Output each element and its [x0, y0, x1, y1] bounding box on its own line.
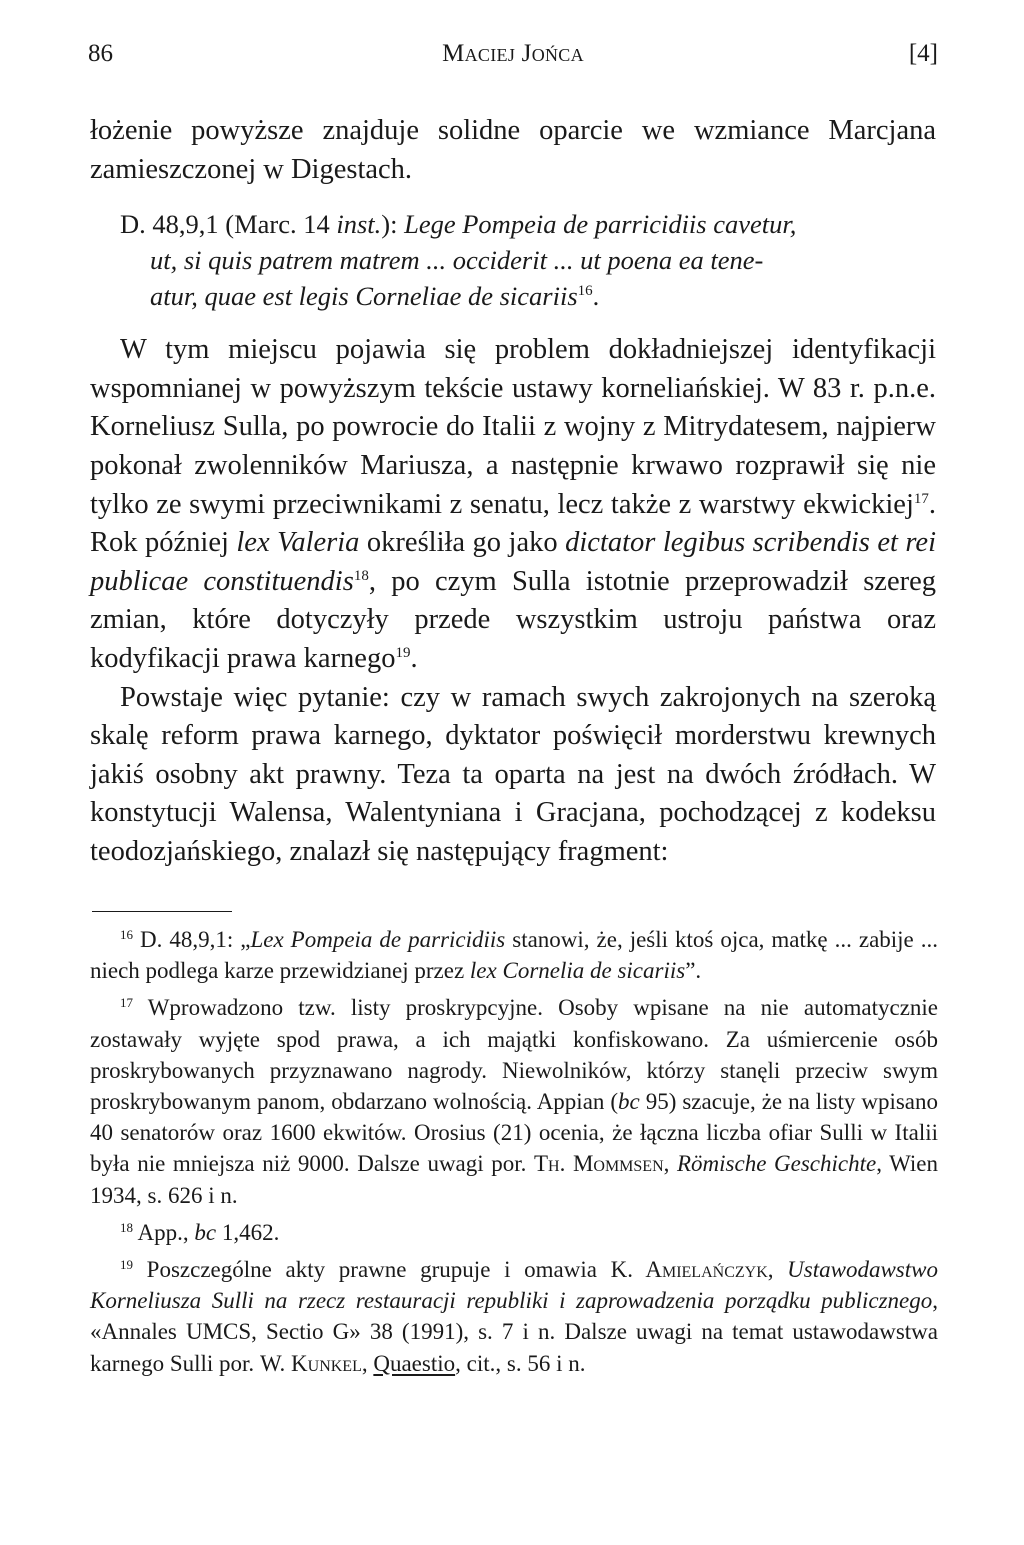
- footnote-text: , Wien 1934, s. 626 i n.: [90, 1151, 939, 1208]
- footnote-text: D. 48,9,1: „: [133, 927, 251, 952]
- footnote-marker-17[interactable]: 17: [913, 490, 929, 507]
- paragraph-sulla-text-4: , po czym Sulla istotnie przeprowadził szereg zmian, które dotyczyły przede wszystkim ustroju państwa oraz kodyfikacji prawa karnego: [90, 565, 937, 674]
- footnote-italic: Lex Pompeia de parricidiis: [250, 927, 506, 952]
- dictator-title: dictator legibus scribendis et rei publicae constituendis: [90, 527, 936, 597]
- footnote-17: [90, 992, 938, 1210]
- footnote-number: 18: [120, 1219, 133, 1235]
- quotation-text-2: ut, si quis patrem matrem ... occiderit ... ut poena ea tene-: [150, 245, 764, 276]
- footnote-text: , cit., s. 56 i n.: [455, 1350, 586, 1376]
- footnote-marker-16[interactable]: 16: [577, 283, 593, 300]
- footnote-number: 17: [120, 995, 133, 1011]
- footnote-number: 19: [120, 1257, 133, 1273]
- footnote-underlined: Quaestio: [373, 1350, 456, 1376]
- quotation-line-3: [120, 278, 936, 314]
- footnote-marker-18[interactable]: 18: [353, 567, 369, 584]
- footnote-author: Th. Mommsen: [534, 1151, 664, 1177]
- paragraph-sulla-text-1: W tym miejscu pojawia się problem dokładniejszej identyfikacji wspomnianej w powyższym tekście ustawy korneliańskiej. W 83 r. p.n.e. Korneliusz Sulla, po powrocie do Italii z wojny z Mitrydatesem, najpierw pokonał zwolenników Mariusza, a następnie krwawo rozprawił się nie tylko ze swymi przeciwnikami z senatu, lecz także z warstwy ekwickiej: [90, 334, 936, 520]
- footnote-text: , «Annales UMCS, Sectio G» 38 (1991), s. 7 i n. Dalsze uwagi na temat ustawodawstwa karnego Sulli por.: [90, 1288, 938, 1376]
- quotation-reference: D. 48,9,1 (Marc. 14: [120, 209, 337, 240]
- footnote-text: stanowi, że, jeśli ktoś ojca, matkę ... zabije ... niech podlega karze przewidzianej przez: [90, 927, 939, 984]
- footnote-text: ,: [767, 1257, 788, 1283]
- quotation-reference-inst: inst.: [336, 209, 382, 240]
- footnote-text: ,: [361, 1350, 374, 1376]
- footnote-18: [90, 1217, 938, 1248]
- footnote-separator: [92, 911, 232, 912]
- footnote-text: App.,: [133, 1219, 195, 1245]
- footnote-text: 1,462.: [216, 1219, 280, 1245]
- running-head: [88, 34, 938, 74]
- lex-valeria: lex Valeria: [236, 527, 360, 559]
- footnote-italic: bc: [618, 1089, 640, 1115]
- footnotes: [90, 924, 938, 1385]
- paragraph-continuation: łożenie powyższe znajduje solidne oparcie we wzmiance Marcjana zamieszczonej w Digestach.: [90, 115, 936, 185]
- footnote-text: ,: [663, 1151, 677, 1177]
- quotation-line-1: [120, 206, 936, 242]
- running-head-author: Maciej Jońca: [442, 40, 584, 67]
- section-number: [4]: [908, 40, 938, 67]
- quotation-reference-close: ):: [381, 209, 405, 240]
- paragraph-sulla: [90, 331, 936, 678]
- footnote-text: Poszczególne akty prawne grupuje i omawia: [133, 1257, 611, 1283]
- paragraph-sulla-text-5: .: [410, 642, 418, 674]
- quotation-text-3: atur, quae est legis Corneliae de sicariis: [150, 281, 578, 312]
- footnote-italic: bc: [194, 1219, 217, 1245]
- footnote-italic: Ustawodawstwo Korneliusza Sulli na rzecz restauracji republiki i zaprowadzenia porządku publicznego: [90, 1257, 938, 1314]
- main-text: [90, 112, 936, 872]
- quotation-line-2: [120, 242, 936, 278]
- footnote-19: [90, 1254, 938, 1379]
- footnote-italic: Römische Geschichte: [677, 1151, 877, 1177]
- quotation-text-1: Lege Pompeia de parricidiis cavetur,: [404, 209, 797, 240]
- footnote-number: 16: [120, 927, 133, 942]
- footnote-author: W. Kunkel: [259, 1350, 362, 1376]
- footnote-marker-19[interactable]: 19: [395, 644, 411, 661]
- footnote-text: Wprowadzono tzw. listy proskrypcyjne. Osoby wpisane na nie automatycznie zostawały wyjęte spod prawa, a ich majątki konfiskowano. Za uśmiercenie osób proskrybowanych przyznawano nagrody. Niewolników, którzy stanęli przeciw swym proskrybowanym panom, obdarzano wolnością. Appian (: [90, 995, 938, 1115]
- quotation-end: .: [592, 281, 600, 312]
- footnote-text: ”.: [685, 958, 702, 984]
- footnote-16: [90, 924, 938, 986]
- paragraph-sulla-text-3: określiła go jako: [359, 527, 566, 559]
- footnote-author: K. Amielańczyk: [610, 1257, 768, 1283]
- paragraph-question: Powstaje więc pytanie: czy w ramach swych zakrojonych na szeroką skalę reform prawa karnego, dyktator poświęcił morderstwu krewnych jakiś osobny akt prawny. Teza ta oparta na jest na dwóch źródłach. W konstytucji Walensa, Walentyniana i Gracjana, pochodzącej z kodeksu teodozjańskiego, znalazł się następujący fragment:: [90, 681, 936, 867]
- digest-quotation: [120, 206, 936, 314]
- paragraph-sulla-text-2: . Rok później: [90, 488, 936, 559]
- page-number: 86: [88, 40, 113, 67]
- footnote-text: 95) szacuje, że na listy wpisano 40 senatorów oraz 1600 ekwitów. Orosius (21) ocenia, że łączna liczba ofiar Sulli w Italii była nie mniejsza niż 9000. Dalsze uwagi por.: [90, 1089, 939, 1177]
- footnote-italic: lex Cornelia de sicariis: [469, 958, 686, 984]
